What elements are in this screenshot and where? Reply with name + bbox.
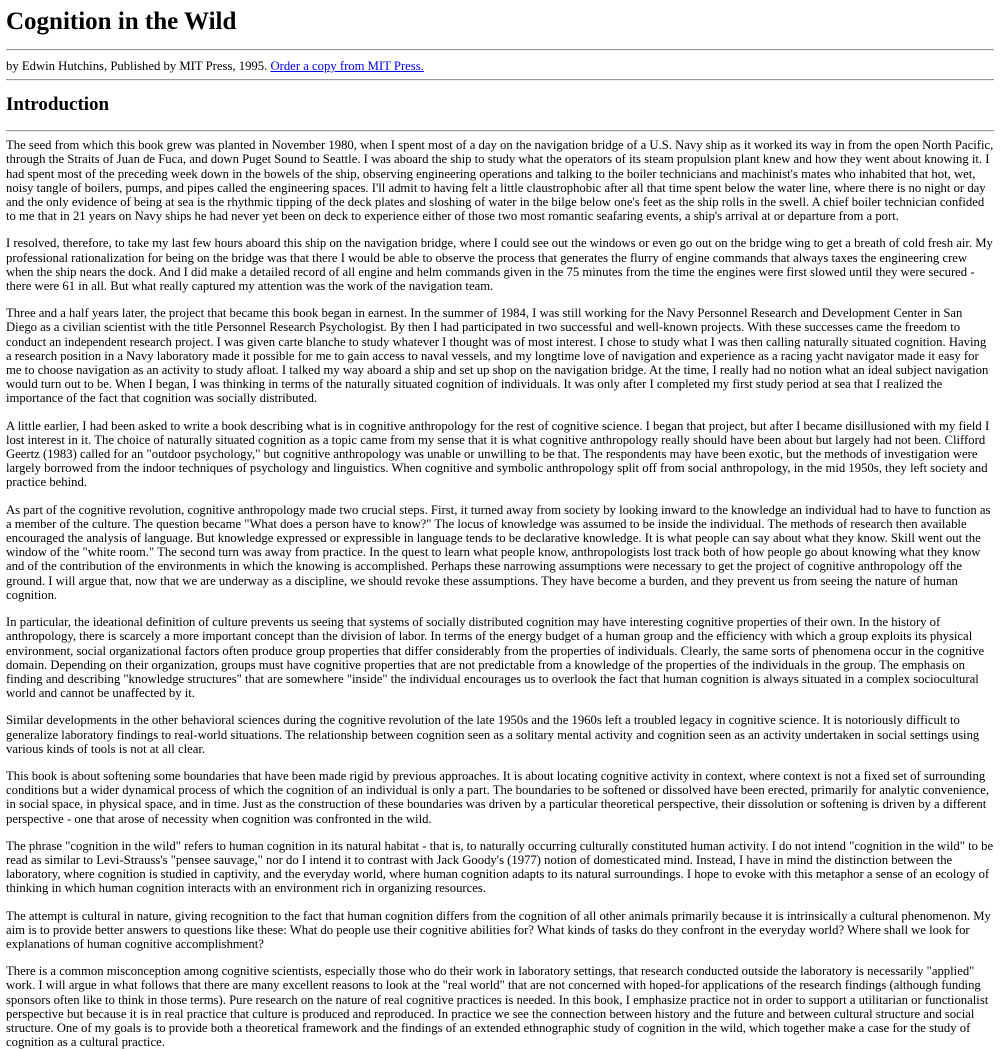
- paragraph: The phrase "cognition in the wild" refers to human cognition in its natural habitat - that is, to naturally occurring culturally constituted human activity. I do not intend "cognition in the wild" to be read as similar to Levi-Strauss's "pensee sauvage," nor do I intend it to contrast with Jack Goody's (1977) notion of domesticated mind. Instead, I have in mind the distinction between the laboratory, where cognition is studied in captivity, and the everyday world, where human cognition adapts to its natural surroundings. I hope to evoke with this metaphor a sense of an ecology of thinking in which human cognition interacts with an environment rich in organizing resources.: [6, 838, 994, 896]
- order-copy-link[interactable]: Order a copy from MIT Press.: [270, 59, 424, 73]
- paragraph: Three and a half years later, the project that became this book began in earnest. In the summer of 1984, I was still working for the Navy Personnel Research and Development Center in San Diego as a civilian scientist with the title Personnel Research Psychologist. By then I had participated in two successful and well-known projects. With these successes came the freedom to conduct an independent research project. I was given carte blanche to study whatever I thought was of most interest. I chose to study what I was then calling naturally situated cognition. Having a research position in a Navy laboratory made it possible for me to gain access to naval vessels, and my longtime love of navigation and experience as a racing yacht navigator made it easy for me to choose navigation as an activity to study afloat. I talked my way aboard a ship and set up shop on the navigation bridge. At the time, I really had no notion what an ideal subject navigation would turn out to be. When I began, I was thinking in terms of the naturally situated cognition of individuals. It was only after I completed my first study period at sea that I realized the importance of the fact that cognition was socially distributed.: [6, 306, 989, 406]
- byline-text: by Edwin Hutchins, Published by MIT Press, 1995.: [6, 59, 271, 73]
- paragraph: I resolved, therefore, to take my last few hours aboard this ship on the navigation bridge, where I could see out the windows or even go out on the bridge wing to get a breath of cold fresh air. My professional rationalization for being on the bridge was that there I would be able to observe the process that generates the flurry of engine commands that always taxes the engineering crew when the ship nears the dock. And I did make a detailed record of all engine and helm commands given in the 75 minutes from the time the engines were first slowed until they were secured - there were 61 in all. But what really captured my attention was the work of the navigation team.: [6, 236, 993, 294]
- byline-divider: [6, 79, 994, 81]
- paragraph: The attempt is cultural in nature, giving recognition to the fact that human cognition differs from the cognition of all other animals primarily because it is intrinsically a cultural phenomenon. My aim is to provide better answers to questions like these: What do people use their cognitive abilities for? What kinds of tasks do they confront in the everyday world? Where shall we look for explanations of human cognitive accomplishment?: [6, 908, 991, 951]
- section-heading: Introduction: [6, 94, 110, 116]
- paragraph: The seed from which this book grew was planted in November 1980, when I spent most of a day on the navigation bridge of a U.S. Navy ship as it worked its way in from the open North Pacific, through the Straits of Juan de Fuca, and down Puget Sound to Seattle. I was aboard the ship to study what the operators of its steam propulsion plant knew and how they went about knowing it. I had spent most of the preceding week down in the bowels of the ship, observing engineering operations and talking to the boiler technicians and machinist's mates who inhabited that hot, wet, noisy tangle of boilers, pumps, and pipes called the engineering spaces. I'll admit to having felt a little claustrophobic after all that time spent below the water line, where there is no night or day and the only evidence of being at sea is the rhythmic tipping of the deck plates and sloshing of water in the bilge below one's feet as the ship rolls in the swell. A chief boiler technician confided to me that in 21 years on Navy ships he had never yet been on deck to experience either of those two most romantic seafaring events, a ship's arrival at or departure from a port.: [6, 138, 994, 224]
- paragraph: This book is about softening some boundaries that have been made rigid by previous approaches. It is about locating cognitive activity in context, where context is not a fixed set of surrounding conditions but a wider dynamical process of which the cognition of an individual is only a part. The boundaries to be softened or dissolved have been erected, primarily for analytic convenience, in social space, in physical space, and in time. Just as the construction of these boundaries was driven by a particular theoretical perspective, their dissolution or softening is driven by a different perspective - one that arose of necessity when cognition was confronted in the wild.: [6, 768, 990, 826]
- title-divider: [6, 49, 994, 51]
- paragraph: As part of the cognitive revolution, cognitive anthropology made two crucial steps. First, it turned away from society by looking inward to the knowledge an individual had to have to function as a member of the culture. The question became "What does a person have to know?" The locus of knowledge was assumed to be inside the individual. The methods of research then available encouraged the analysis of language. But knowledge expressed or expressible in language tends to be declarative knowledge. It is what people can say about what they know. Skill went out the window of the "white room." The second turn was away from practice. In the quest to learn what people know, anthropologists lost track both of how people go about knowing what they know and of the contribution of the environments in which the knowing is accomplished. Perhaps these narrowing assumptions were necessary to get the project of cognitive anthropology off the ground. I will argue that, now that we are underway as a discipline, we should revoke these assumptions. They have become a burden, and they prevent us from seeing the nature of human cognition.: [6, 502, 991, 602]
- paragraph: Similar developments in the other behavioral sciences during the cognitive revolution of the late 1950s and the 1960s left a troubled legacy in cognitive science. It is notoriously difficult to generalize laboratory findings to real-world situations. The relationship between cognition seen as a solitary mental activity and cognition seen as an activity undertaken in social settings using various kinds of tools is not at all clear.: [6, 713, 980, 756]
- page-title: Cognition in the Wild: [6, 8, 237, 35]
- section-divider: [6, 130, 994, 132]
- paragraph: There is a common misconception among cognitive scientists, especially those who do their work in laboratory settings, that research conducted outside the laboratory is necessarily "applied" work. I will argue in what follows that there are many excellent reasons to look at the "real world" that are not concerned with hoped-for applications of the research findings (although funding sponsors often like to think in those terms). Pure research on the nature of real cognitive practices is needed. In this book, I emphasize practice not in order to support a utilitarian or functionalist perspective but because it is in real practice that culture is produced and reproduced. In practice we see the connection between history and the future and between cultural structure and social structure. One of my goals is to provide both a theoretical framework and the findings of an extended ethnographic study of cognition in the wild, which together make a case for the study of cognition as a cultural practice.: [6, 964, 989, 1049]
- byline: [6, 59, 994, 73]
- paragraph: In particular, the ideational definition of culture prevents us seeing that systems of socially distributed cognition may have interesting cognitive properties of their own. In the history of anthropology, there is scarcely a more important concept than the division of labor. In terms of the energy budget of a human group and the efficiency with which a group exploits its physical environment, social organizational factors often produce group properties that differ considerably from the properties of individuals. Clearly, the same sorts of phenomena occur in the cognitive domain. Depending on their organization, groups must have cognitive properties that are not predictable from a knowledge of the properties of the individuals in the group. The emphasis on finding and describing "knowledge structures" that are somewhere "inside" the individual encourages us to overlook the fact that human cognition is always situated in a complex sociocultural world and cannot be unaffected by it.: [6, 615, 985, 701]
- paragraph: A little earlier, I had been asked to write a book describing what is in cognitive anthropology for the rest of cognitive science. I began that project, but after I became disillusioned with my field I lost interest in it. The choice of naturally situated cognition as a topic came from my sense that it is what cognitive anthropology really should have been about but largely had not been. Clifford Geertz (1983) called for an "outdoor psychology," but cognitive anthropology was unable or unwilling to be that. The respondents may have been exotic, but the methods of investigation were largely borrowed from the indoor techniques of psychology and linguistics. When cognitive and symbolic anthropology split off from social anthropology, in the mid 1950s, they left society and practice behind.: [6, 418, 990, 490]
